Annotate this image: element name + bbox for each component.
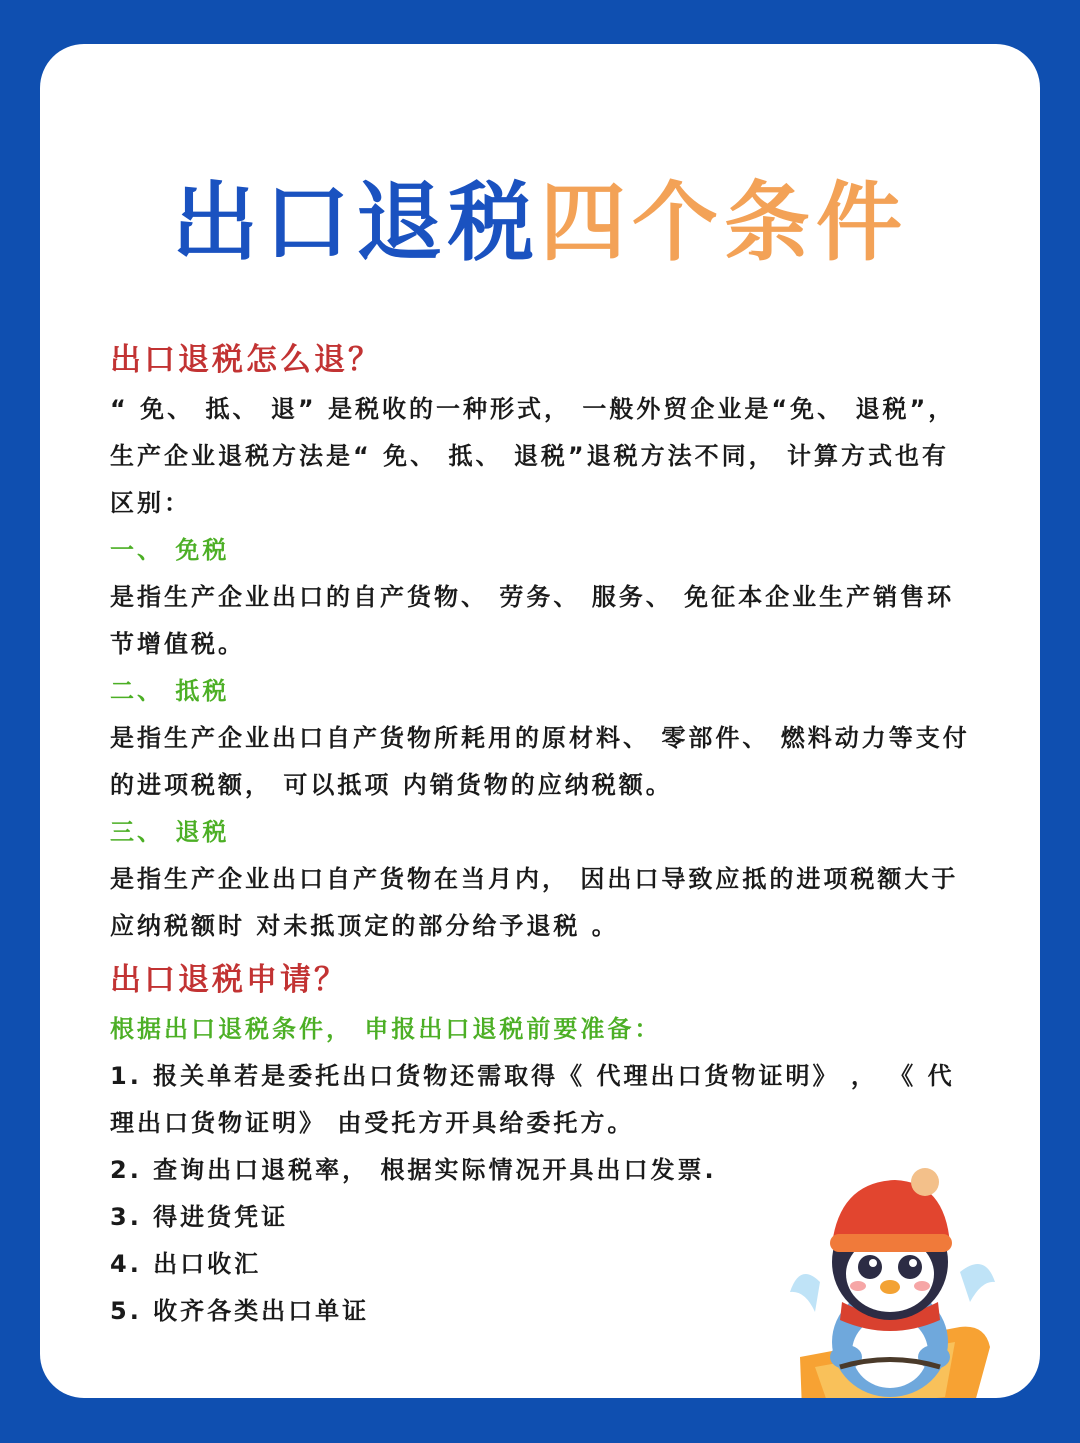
apply-subheading: 根据出口退税条件， 申报出口退税前要准备： [110, 1015, 662, 1043]
list-item: 1. 报关单若是委托出口货物还需取得《 代理出口货物证明》 ， 《 代理出口货物证明》 由受托方开具给委托方。 [110, 1062, 955, 1137]
title-part-orange: 四个条件 [540, 173, 908, 273]
item-text-exempt: 是指生产企业出口的自产货物、 劳务、 服务、 免征本企业生产销售环节增值税。 [110, 583, 955, 658]
item-label-refund: 三、 退税 [110, 818, 230, 846]
section-how-to-refund [110, 334, 980, 950]
section-heading-how: 出口退税怎么退？ [110, 342, 382, 378]
title-part-blue: 出口退税 [172, 173, 540, 273]
item-text-refund: 是指生产企业出口自产货物在当月内， 因出口导致应抵的进项税额大于应纳税额时 对未抵顶定的部分给予退税 。 [110, 865, 959, 940]
list-item: 4. 出口收汇 [110, 1250, 262, 1278]
penguin-mascot-icon [760, 1152, 1020, 1398]
list-item: 5. 收齐各类出口单证 [110, 1297, 370, 1325]
list-item: 2. 查询出口退税率， 根据实际情况开具出口发票. [110, 1156, 717, 1184]
section-heading-apply: 出口退税申请？ [110, 962, 348, 998]
item-label-exempt: 一、 免税 [110, 536, 230, 564]
content-card [40, 44, 1040, 1398]
intro-paragraph: “ 免、 抵、 退” 是税收的一种形式， 一般外贸企业是“免、 退税”， 生产企业退税方法是“ 免、 抵、 退税”退税方法不同， 计算方式也有 区别： [110, 395, 956, 517]
list-item: 3. 得进货凭证 [110, 1203, 289, 1231]
item-label-offset: 二、 抵税 [110, 677, 230, 705]
item-text-offset: 是指生产企业出口自产货物所耗用的原材料、 零部件、 燃料动力等支付的进项税额， 可以抵项 内销货物的应纳税额。 [110, 724, 970, 799]
page-title [40, 172, 1040, 275]
